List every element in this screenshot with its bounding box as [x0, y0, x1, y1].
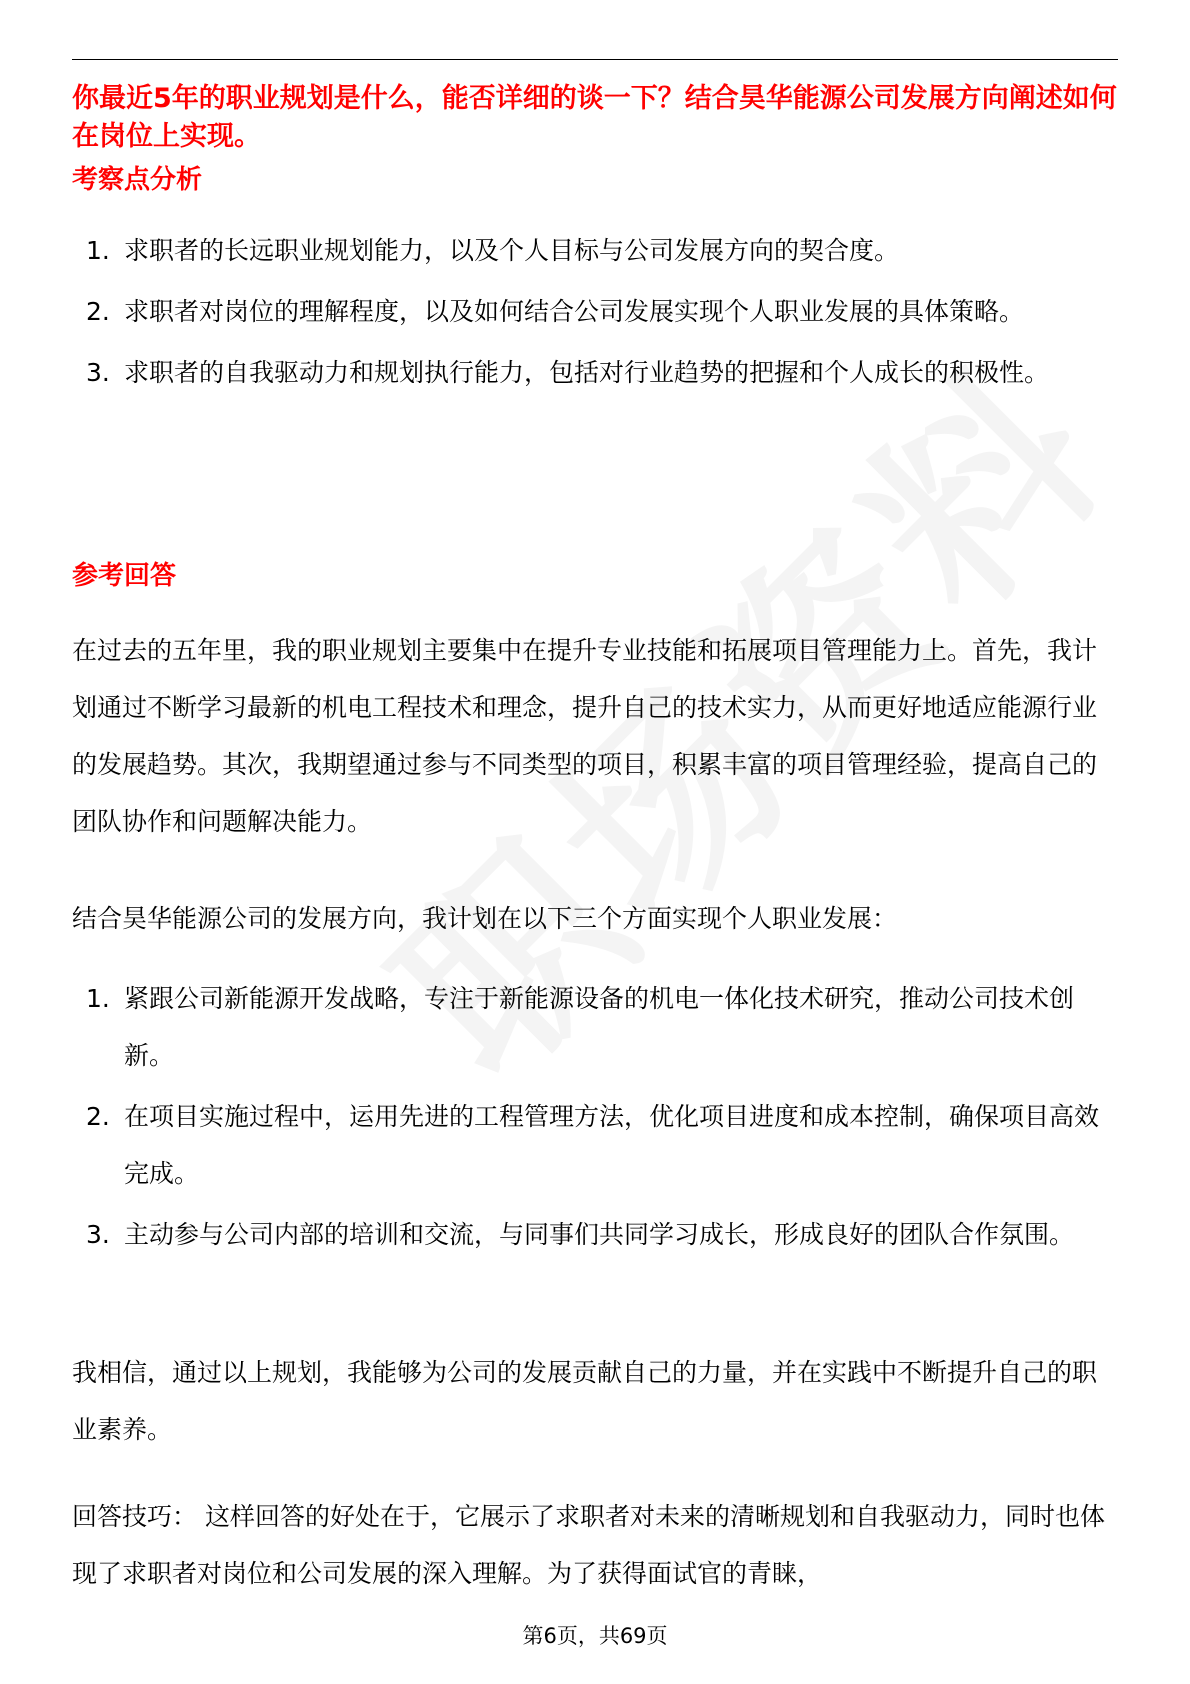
answer-heading: 参考回答 [72, 561, 177, 591]
top-rule [72, 59, 1118, 60]
list-item: 3. 求职者的自我驱动力和规划执行能力，包括对行业趋势的把握和个人成长的积极性。 [86, 358, 1050, 387]
page-footer: 第6页，共69页 [522, 1624, 668, 1648]
analysis-list [72, 222, 1118, 405]
answer-paragraph-1: 在过去的五年里，我的职业规划主要集中在提升专业技能和拓展项目管理能力上。首先，我计划通过不断学习最新的机电工程技术和理念，提升自己的技术实力，从而更好地适应能源行业的发展趋势。其次，我期望通过参与不同类型的项目，积累丰富的项目管理经验，提高自己的团队协作和问题解决能力。 [72, 636, 1098, 836]
analysis-heading: 考察点分析 [72, 165, 203, 195]
answer-tips-paragraph: 回答技巧： 这样回答的好处在于，它展示了求职者对未来的清晰规划和自我驱动力，同时也体现了求职者对岗位和公司发展的深入理解。为了获得面试官的青睐， [72, 1502, 1105, 1588]
list-item: 2. 求职者对岗位的理解程度，以及如何结合公司发展实现个人职业发展的具体策略。 [86, 297, 1025, 326]
answer-list [72, 970, 1118, 1267]
list-item: 1. 紧跟公司新能源开发战略，专注于新能源设备的机电一体化技术研究，推动公司技术创新。 [86, 984, 1075, 1070]
list-item: 2. 在项目实施过程中，运用先进的工程管理方法，优化项目进度和成本控制，确保项目高效完成。 [86, 1102, 1100, 1188]
question-title: 你最近5年的职业规划是什么，能否详细的谈一下？结合昊华能源公司发展方向阐述如何在岗位上实现。 [72, 83, 1117, 152]
answer-paragraph-2: 结合昊华能源公司的发展方向，我计划在以下三个方面实现个人职业发展： [72, 904, 898, 933]
list-item: 1. 求职者的长远职业规划能力，以及个人目标与公司发展方向的契合度。 [86, 236, 900, 265]
list-item: 3. 主动参与公司内部的培训和交流，与同事们共同学习成长，形成良好的团队合作氛围。 [86, 1220, 1075, 1249]
answer-paragraph-3: 我相信，通过以上规划，我能够为公司的发展贡献自己的力量，并在实践中不断提升自己的职业素养。 [72, 1358, 1098, 1444]
